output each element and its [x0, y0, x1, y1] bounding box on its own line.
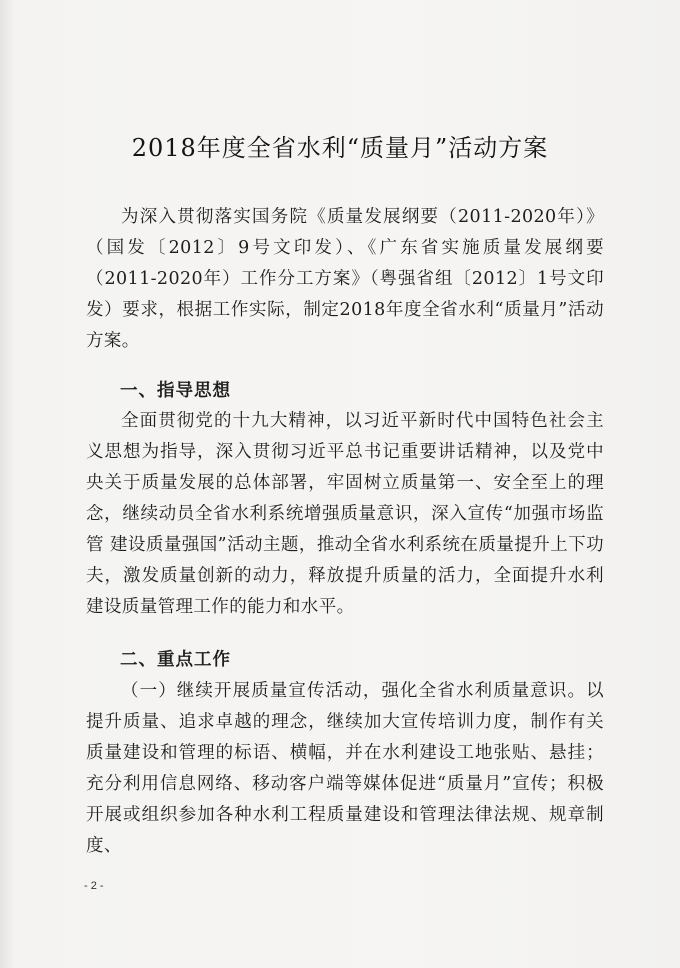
- guiding-ideology-paragraph: 全面贯彻党的十九大精神，以习近平新时代中国特色社会主义思想为指导，深入贯彻习近平总书记重要讲话精神，以及党中央关于质量发展的总体部署，牢固树立质量第一、安全至上的理念，继续动员全省水利系统增强质量意识，深入宣传“加强市场监管 建设质量强国”活动主题，推动全省水利系统在质量提升上下功夫，激发质量创新的动力，释放提升质量的活力，全面提升水利建设质量管理工作的能力和水平。: [86, 411, 604, 617]
- intro-paragraph: 为深入贯彻落实国务院《质量发展纲要（2011-2020年）》（国发〔2012〕9号文印发）、《广东省实施质量发展纲要（2011-2020年）工作分工方案》（粤强省组〔2012〕1号文印发）要求，根据工作实际，制定2018年度全省水利“质量月”活动方案。: [86, 207, 604, 351]
- section-heading-key-work: 二、重点工作: [120, 650, 231, 670]
- key-work-item-1-paragraph: （一）继续开展质量宣传活动，强化全省水利质量意识。以提升质量、追求卓越的理念，继续加大宣传培训力度，制作有关质量建设和管理的标语、横幅，并在水利建设工地张贴、悬挂；充分利用信息网络、移动客户端等媒体促进“质量月”宣传；积极开展或组织参加各种水利工程质量建设和管理法律法规、规章制度、: [86, 681, 604, 856]
- page-number: - 2 -: [84, 880, 104, 892]
- document-title: 2018年度全省水利“质量月”活动方案: [131, 134, 549, 162]
- section-heading-guiding-ideology: 一、指导思想: [120, 381, 231, 401]
